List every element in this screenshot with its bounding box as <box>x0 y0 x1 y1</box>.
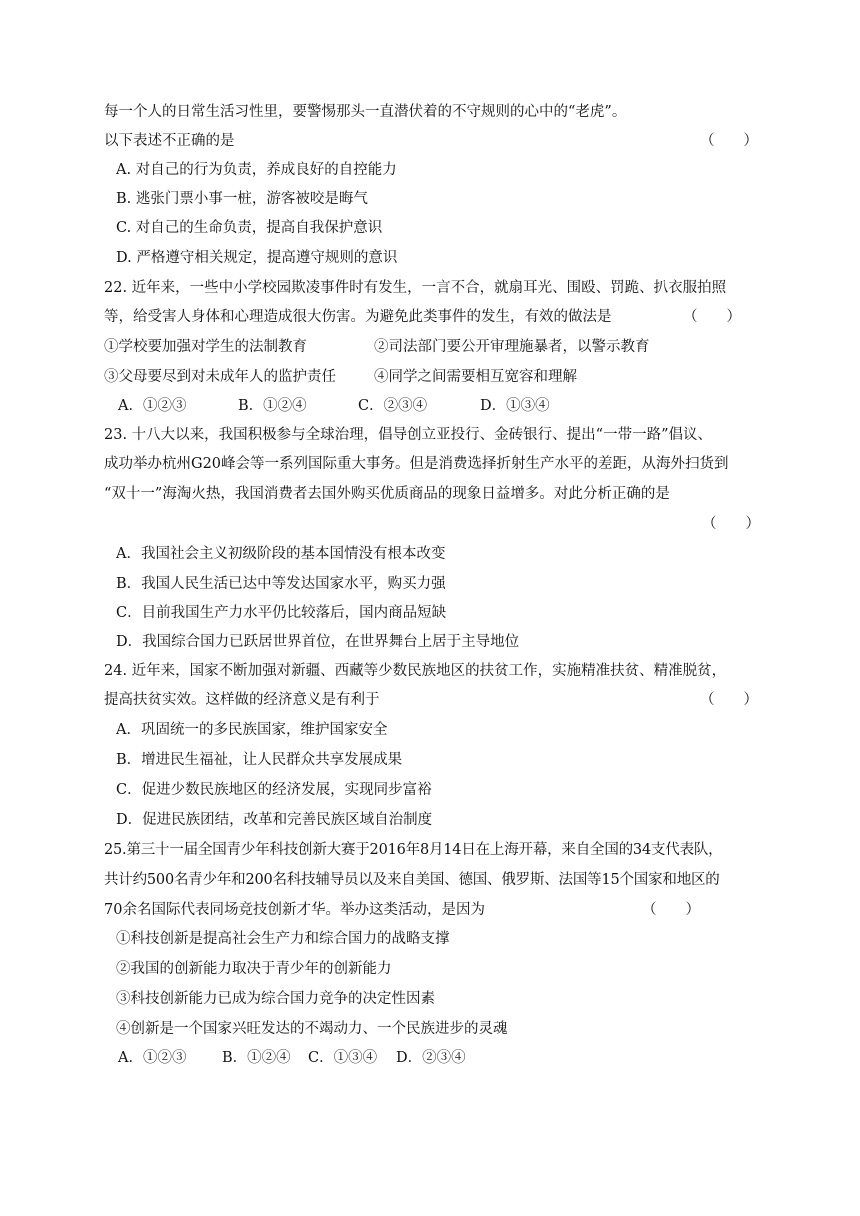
q25-item-2: ②我国的创新能力取决于青少年的创新能力 <box>116 961 392 977</box>
q22-items-row-2 <box>104 367 577 387</box>
q22-choice-d: D．①③④ <box>480 398 550 414</box>
q25-choices <box>118 1048 466 1068</box>
q23-answer-paren: （ ） <box>702 516 760 532</box>
q22-stem-line-2: 等，给受害人身体和心理造成很大伤害。为避免此类事件的发生，有效的做法是 <box>104 309 612 325</box>
q21-option-c: C. 对自己的生命负责，提高自我保护意识 <box>116 220 383 236</box>
q25-choice-c: C．①③④ <box>308 1050 378 1066</box>
q25-stem-line-3: 70余名国际代表同场竞技创新才华。举办这类活动，是因为 <box>104 902 485 918</box>
q24-answer-paren: （ ） <box>700 692 758 708</box>
q22-item-4: ④同学之间需要相互宽容和理解 <box>374 369 577 385</box>
q25-item-3: ③科技创新能力已成为综合国力竞争的决定性因素 <box>116 991 435 1007</box>
q23-option-c: C．目前我国生产力水平仍比较落后，国内商品短缺 <box>116 605 447 621</box>
q22-answer-paren: （ ） <box>683 309 741 325</box>
q25-answer-paren: （ ） <box>642 902 700 918</box>
q25-choice-b: B．①②④ <box>222 1050 291 1066</box>
q24-option-c: C．促进少数民族地区的经济发展，实现同步富裕 <box>116 782 432 798</box>
q23-stem-line-1: 23. 十八大以来，我国积极参与全球治理，倡导创立亚投行、金砖银行、提出“一带一路”倡议、 <box>104 427 712 443</box>
q23-option-b: B．我国人民生活已达中等发达国家水平，购买力强 <box>116 576 446 592</box>
q21-answer-paren: （ ） <box>700 133 758 149</box>
q22-choice-c: C．②③④ <box>358 398 428 414</box>
q25-stem-line-2: 共计约500名青少年和200名科技辅导员以及来自美国、德国、俄罗斯、法国等15个国家和地区的 <box>104 872 720 888</box>
q25-item-1: ①科技创新是提高社会生产力和综合国力的战略支撑 <box>116 931 450 947</box>
q24-stem-line-2: 提高扶贫实效。这样做的经济意义是有利于 <box>104 692 380 708</box>
q22-item-3: ③父母要尽到对未成年人的监护责任 <box>104 369 336 385</box>
q22-items-row-1 <box>104 337 650 357</box>
q23-option-a: A．我国社会主义初级阶段的基本国情没有根本改变 <box>116 546 446 562</box>
q21-stem-line-1: 每一个人的日常生活习性里，要警惕那头一直潜伏着的不守规则的心中的“老虎”。 <box>104 104 627 120</box>
q21-option-d: D. 严格遵守相关规定，提高遵守规则的意识 <box>116 250 398 266</box>
q25-choice-a: A．①②③ <box>118 1050 187 1066</box>
q22-choice-a: A．①②③ <box>118 398 187 414</box>
q24-option-d: D．促进民族团结，改革和完善民族区域自治制度 <box>116 812 433 828</box>
q24-stem-line-1: 24. 近年来，国家不断加强对新疆、西藏等少数民族地区的扶贫工作，实施精准扶贫、精准脱贫， <box>104 663 727 679</box>
q23-option-d: D．我国综合国力已跃居世界首位，在世界舞台上居于主导地位 <box>116 634 520 650</box>
q21-option-a: A. 对自己的行为负责，养成良好的自控能力 <box>116 162 397 178</box>
q21-stem-line-2: 以下表述不正确的是 <box>104 133 235 149</box>
q22-choices <box>118 396 550 416</box>
q21-option-b: B. 逃张门票小事一桩，游客被咬是晦气 <box>116 191 368 207</box>
q22-stem-line-1: 22. 近年来，一些中小学校园欺凌事件时有发生，一言不合，就扇耳光、围殴、罚跪、扒衣服拍照 <box>104 280 727 296</box>
q25-item-4: ④创新是一个国家兴旺发达的不竭动力、一个民族进步的灵魂 <box>116 1021 508 1037</box>
q22-item-2: ②司法部门要公开审理施暴者，以警示教育 <box>374 339 650 355</box>
q25-stem-line-1: 25.第三十一届全国青少年科技创新大赛于2016年8月14日在上海开幕，来自全国的34支代表队， <box>104 842 723 858</box>
q23-stem-line-2: 成功举办杭州G20峰会等一系列国际重大事务。但是消费选择折射生产水平的差距，从海外扫货到 <box>104 456 729 472</box>
q25-choice-d: D．②③④ <box>396 1050 466 1066</box>
q22-item-1: ①学校要加强对学生的法制教育 <box>104 339 307 355</box>
q22-choice-b: B．①②④ <box>238 398 307 414</box>
q23-stem-line-3: “双十一”海淘火热，我国消费者去国外购买优质商品的现象日益增多。对此分析正确的是 <box>104 486 670 502</box>
q24-option-b: B．增进民生福祉，让人民群众共享发展成果 <box>116 752 403 768</box>
q24-option-a: A．巩固统一的多民族国家，维护国家安全 <box>116 722 388 738</box>
